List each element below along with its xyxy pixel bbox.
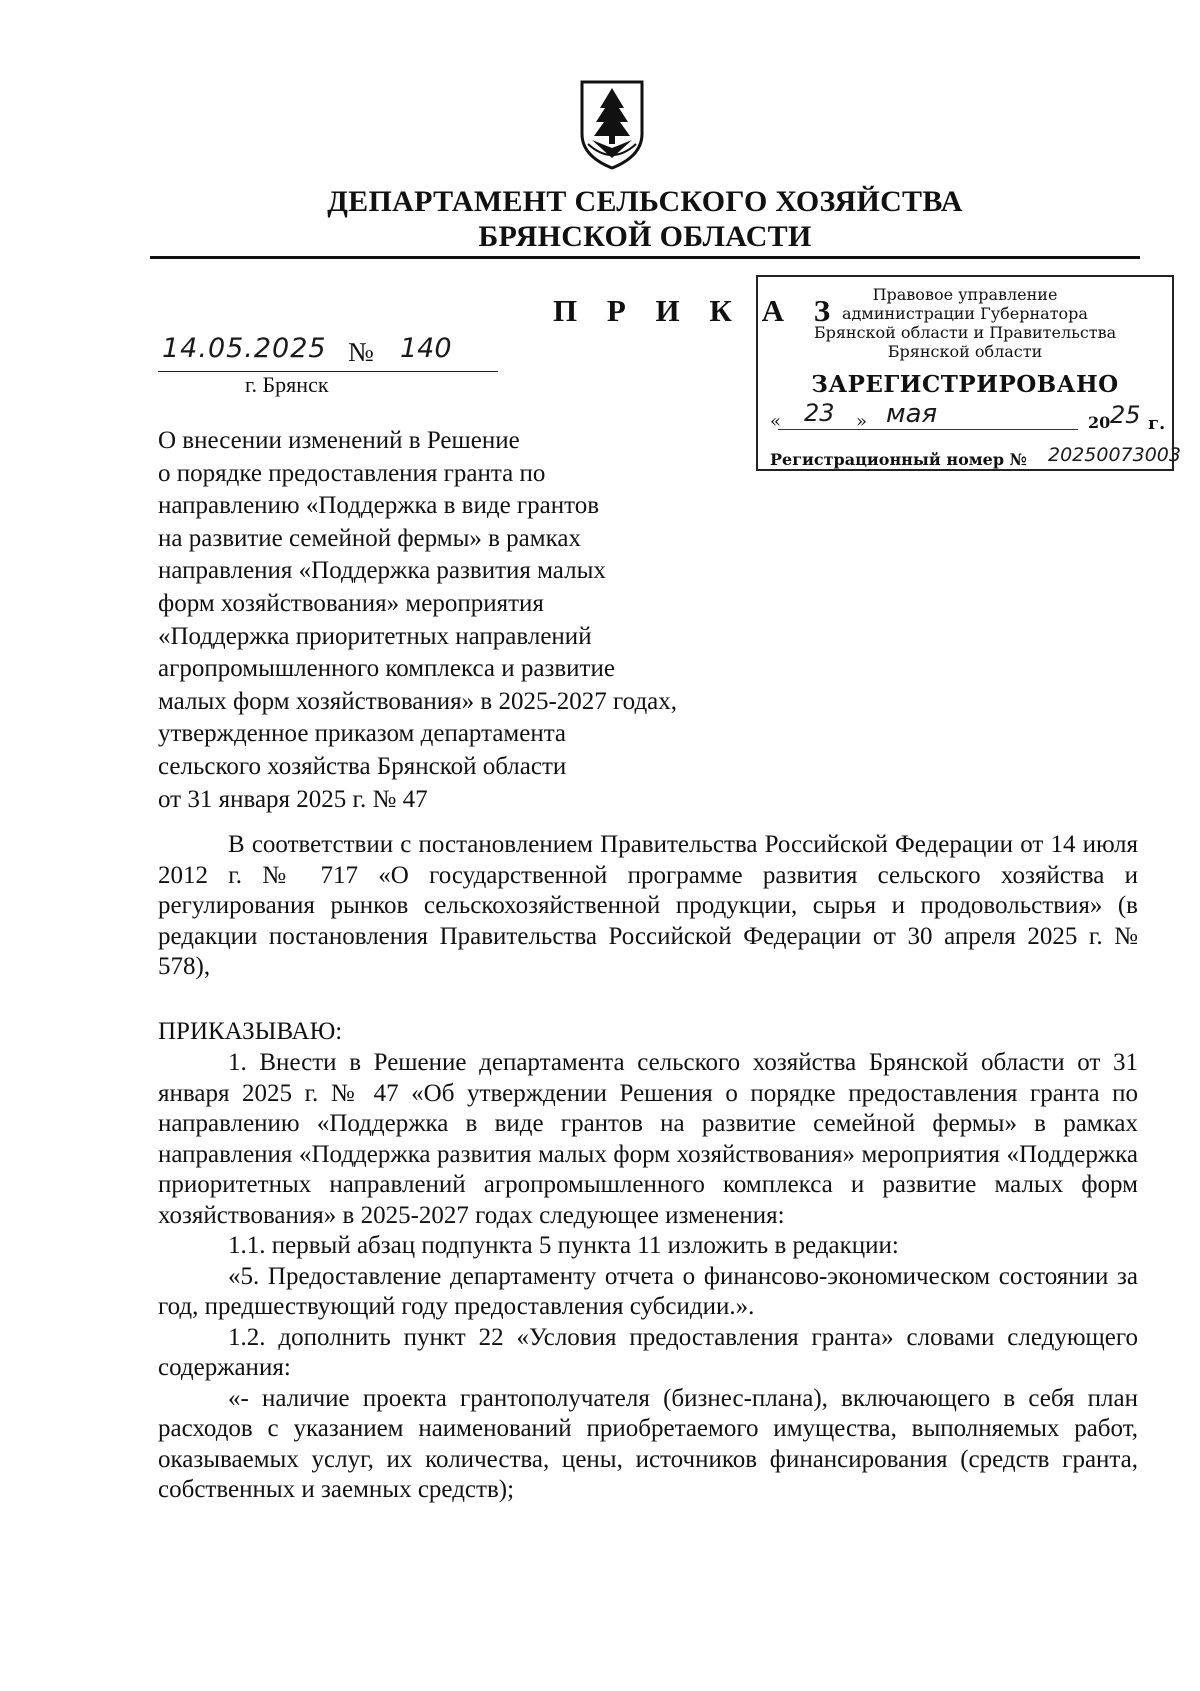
- stamp-day: 23: [804, 399, 835, 427]
- order-subject: [158, 425, 718, 816]
- item-1-1-text: «5. Предоставление департаменту отчета о финансово-экономическом состоянии за год, предшествующий году предоставления субсидии.».: [158, 1262, 1138, 1320]
- stamp-reg-label: Регистрационный номер №: [770, 450, 1027, 469]
- subject-line: направления «Поддержка развития малых: [158, 557, 606, 585]
- order-number: 140: [400, 333, 452, 364]
- stamp-quote-open: «: [770, 411, 782, 432]
- item-1: 1. Внести в Решение департамента сельского хозяйства Брянской области от 31 января 2025 г. № 47 «Об утверждении Решения о порядке предоставления гранта по направлению «Поддержка в виде грантов на развитие семейной фермы» в рамках направления «Поддержка развития малых форм хозяйствования» мероприятия «Поддержка приоритетных направлений агропромышленного комплекса и развитие малых форм хозяйствования» в 2025-2027 годах следующее изменения:: [158, 1049, 1138, 1229]
- subject-line: о порядке предоставления гранта по: [158, 459, 546, 487]
- preamble-paragraph: В соответствии с постановлением Правительства Российской Федерации от 14 июля 2012 г. № 717 «О государственной программе развития сельского хозяйства и регулирования рынков сельскохозяйственной продукции, сырья и продовольствия» (в редакции постановления Правительства Российской Федерации от 30 апреля 2025 г. № 578),: [158, 831, 1138, 980]
- order-city: г. Брянск: [245, 372, 329, 397]
- subject-line: форм хозяйствования» мероприятия: [158, 589, 544, 617]
- stamp-line: Брянской области и Правительства: [813, 323, 1117, 342]
- subject-line: направлению «Поддержка в виде грантов: [158, 492, 600, 520]
- subject-line: от 31 января 2025 г. № 47: [158, 785, 428, 813]
- stamp-line: Брянской области: [887, 342, 1043, 361]
- stamp-year-prefix: 20: [1088, 413, 1111, 432]
- stamp-quote-close: »: [856, 411, 868, 432]
- subject-line: агропромышленного комплекса и развитие: [158, 655, 615, 683]
- department-name-line1: ДЕПАРТАМЕНТ СЕЛЬСКОГО ХОЗЯЙСТВА: [327, 185, 963, 218]
- order-date: 14.05.2025: [162, 333, 327, 364]
- registration-stamp: [756, 275, 1181, 471]
- item-1-1: 1.1. первый абзац подпункта 5 пункта 11 изложить в редакции:: [228, 1232, 899, 1259]
- department-name-line2: БРЯНСКОЙ ОБЛАСТИ: [478, 220, 812, 253]
- subject-line: утвержденное приказом департамента: [158, 720, 567, 748]
- bryansk-coat-of-arms-icon: [572, 74, 652, 174]
- item-1-2-text: «- наличие проекта грантополучателя (бизнес-плана), включающего в себя план расходов с указанием наименований приобретаемого имущества, выполняемых работ, оказываемых услуг, их количества, цены, источников финансирования (средств гранта, собственных и заемных средств);: [158, 1384, 1138, 1503]
- stamp-month: мая: [886, 399, 938, 429]
- header-divider: [150, 256, 1140, 259]
- subject-line: «Поддержка приоритетных направлений: [158, 622, 592, 650]
- subject-line: малых форм хозяйствования» в 2025-2027 годах,: [158, 687, 678, 715]
- order-items: [158, 1048, 1138, 1506]
- stamp-reg-number: 20250073003: [1048, 444, 1181, 466]
- stamp-year-letter: г.: [1148, 413, 1166, 434]
- subject-line: сельского хозяйства Брянской области: [158, 752, 567, 780]
- stamp-date-underline: [778, 429, 1078, 430]
- stamp-line: Правовое управление: [872, 285, 1058, 304]
- subject-line: на развитие семейной фермы» в рамках: [158, 524, 581, 552]
- order-word: ПРИКАЗЫВАЮ:: [158, 1018, 343, 1045]
- subject-line: О внесении изменений в Решение: [158, 427, 520, 454]
- stamp-line: администрации Губернатора: [842, 304, 1088, 323]
- item-1-2: 1.2. дополнить пункт 22 «Условия предоставления гранта» словами следующего содержания:: [158, 1323, 1138, 1381]
- stamp-year-suffix: 25: [1110, 401, 1141, 429]
- number-sign: №: [348, 337, 374, 367]
- document-title: П Р И К А З: [553, 293, 842, 328]
- stamp-status: ЗАРЕГИСТРИРОВАНО: [811, 371, 1119, 398]
